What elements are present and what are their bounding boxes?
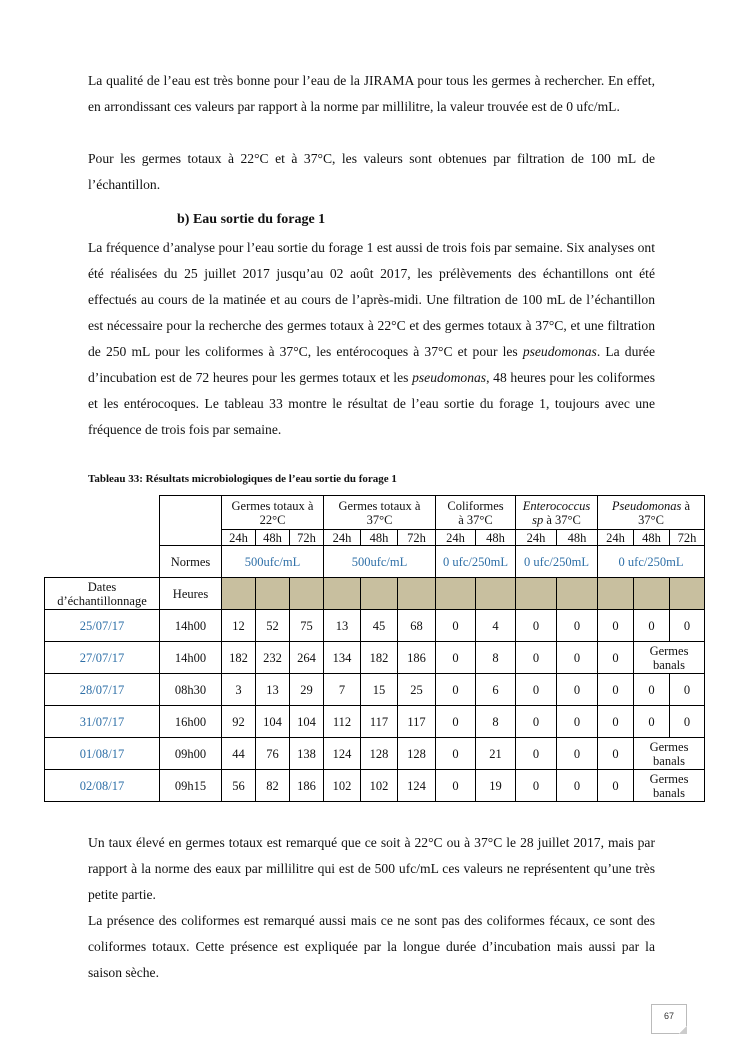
value-cell: 117 [361,706,398,738]
value-cell: 186 [398,642,436,674]
hour-cell: 14h00 [160,642,222,674]
hour-header: 72h [398,530,436,546]
value-cell: 15 [361,674,398,706]
value-cell: 0 [436,642,476,674]
table-row [45,674,705,706]
page-number: 67 [651,1004,687,1034]
value-cell: 128 [361,738,398,770]
value-cell: 0 [436,770,476,802]
value-cell: 0 [634,610,670,642]
col-header-heures: Heures [160,578,222,610]
value-cell: 44 [222,738,256,770]
table-row [45,738,705,770]
table-corner-blank [45,496,160,578]
value-cell: 92 [222,706,256,738]
shaded-cell [516,578,557,610]
value-cell: 82 [256,770,290,802]
germes-banals-cell: Germes banals [634,770,705,802]
shaded-cell [598,578,634,610]
shaded-cell [476,578,516,610]
hour-header: 48h [256,530,290,546]
value-cell: 0 [557,738,598,770]
date-cell: 31/07/17 [45,706,160,738]
shaded-cell [222,578,256,610]
intro-paragraph-1: La qualité de l’eau est très bonne pour l’eau de la JIRAMA pour tous les germes à rechercher. En effet, en arrondissant ces valeurs par rapport à la norme par millilitre, la valeur trouvée est de 0 ufc/mL. [88,73,655,114]
table-body [45,610,705,802]
table-row [45,770,705,802]
hour-header: 48h [476,530,516,546]
date-cell: 27/07/17 [45,642,160,674]
value-cell: 13 [324,610,361,642]
group-enterococcus: Enterococcus sp à 37°C [516,496,598,530]
hour-cell: 09h15 [160,770,222,802]
norme-coliformes: 0 ufc/250mL [436,546,516,578]
results-table [44,495,705,802]
hour-header: 48h [361,530,398,546]
shaded-cell [670,578,705,610]
hour-header: 72h [290,530,324,546]
hour-header: 72h [670,530,705,546]
hour-header: 24h [324,530,361,546]
value-cell: 21 [476,738,516,770]
hour-cell: 08h30 [160,674,222,706]
value-cell: 52 [256,610,290,642]
value-cell: 0 [598,642,634,674]
norme-pseudomonas: 0 ufc/250mL [598,546,705,578]
hour-cell: 09h00 [160,738,222,770]
shaded-cell [324,578,361,610]
group-germes-37: Germes totaux à 37°C [324,496,436,530]
value-cell: 0 [557,642,598,674]
value-cell: 124 [398,770,436,802]
value-cell: 0 [598,738,634,770]
value-cell: 0 [598,770,634,802]
value-cell: 264 [290,642,324,674]
value-cell: 0 [557,674,598,706]
table-row [45,642,705,674]
value-cell: 104 [290,706,324,738]
conclusion-paragraph-1: Un taux élevé en germes totaux est remarqué que ce soit à 22°C ou à 37°C le 28 juillet 2017, mais par rapport à la norme des eaux par millilitre qui est de 500 ufc/mL ces valeurs ne représentent qu’une très petite partie. [88,835,655,902]
norme-germes-37: 500ufc/mL [324,546,436,578]
value-cell: 0 [670,610,705,642]
hour-cell: 14h00 [160,610,222,642]
value-cell: 4 [476,610,516,642]
value-cell: 128 [398,738,436,770]
conclusion-paragraph-2: La présence des coliformes est remarqué aussi mais ce ne sont pas des coliformes fécaux, ce sont des coliformes totaux. Cette présence est expliquée par la longue durée d’incubation mais aussi par la saison sèche. [88,913,655,980]
value-cell: 75 [290,610,324,642]
value-cell: 8 [476,706,516,738]
shaded-cell [557,578,598,610]
value-cell: 0 [670,674,705,706]
value-cell: 19 [476,770,516,802]
hour-header: 48h [557,530,598,546]
section-paragraph: La fréquence d’analyse pour l’eau sortie du forage 1 est aussi de trois fois par semaine. Six analyses ont été réalisées du 25 juillet 2017 jusqu’au 02 août 2017, les prélèvements des échantillons ont été effectués au cours de la matinée et au cours de l’après-midi. Une filtration de 100 mL de l’échantillon est nécessaire pour la recherche des germes totaux à 22°C et des germes totaux à 37°C, et une filtration de 250 mL pour les coliformes à 37°C, les entérocoques à 37°C et pour les pseudomonas. La durée d’incubation est de 72 heures pour les germes totaux et les pseudomonas, 48 heures pour les coliformes et les entérocoques. Le tableau 33 montre le résultat de l’eau sortie du forage 1, toujours avec une fréquence de trois fois par semaine. [88,240,655,437]
shaded-cell [290,578,324,610]
value-cell: 13 [256,674,290,706]
value-cell: 0 [516,674,557,706]
hour-header: 24h [598,530,634,546]
shaded-cell [398,578,436,610]
shaded-cell [361,578,398,610]
value-cell: 134 [324,642,361,674]
date-cell: 02/08/17 [45,770,160,802]
value-cell: 102 [324,770,361,802]
value-cell: 138 [290,738,324,770]
group-germes-22: Germes totaux à 22°C [222,496,324,530]
value-cell: 0 [670,706,705,738]
norme-germes-22: 500ufc/mL [222,546,324,578]
hour-header: 24h [222,530,256,546]
value-cell: 56 [222,770,256,802]
section-heading: b) Eau sortie du forage 1 [177,212,326,227]
hour-cell: 16h00 [160,706,222,738]
value-cell: 182 [222,642,256,674]
value-cell: 0 [516,642,557,674]
value-cell: 0 [436,706,476,738]
date-cell: 28/07/17 [45,674,160,706]
value-cell: 0 [516,706,557,738]
value-cell: 0 [436,738,476,770]
hour-header: 24h [436,530,476,546]
shaded-cell [634,578,670,610]
value-cell: 0 [557,610,598,642]
value-cell: 182 [361,642,398,674]
value-cell: 6 [476,674,516,706]
value-cell: 112 [324,706,361,738]
group-coliformes: Coliformes à 37°C [436,496,516,530]
shaded-cell [256,578,290,610]
germes-banals-cell: Germes banals [634,738,705,770]
value-cell: 0 [598,706,634,738]
value-cell: 104 [256,706,290,738]
date-cell: 25/07/17 [45,610,160,642]
value-cell: 0 [598,674,634,706]
value-cell: 0 [634,706,670,738]
value-cell: 232 [256,642,290,674]
value-cell: 25 [398,674,436,706]
col-header-dates: Dates d’échantillonnage [45,578,160,610]
normes-label: Normes [160,546,222,578]
value-cell: 0 [436,674,476,706]
value-cell: 0 [634,674,670,706]
value-cell: 76 [256,738,290,770]
value-cell: 12 [222,610,256,642]
value-cell: 0 [516,738,557,770]
value-cell: 0 [557,706,598,738]
value-cell: 0 [598,610,634,642]
value-cell: 8 [476,642,516,674]
value-cell: 68 [398,610,436,642]
norme-enterococcus: 0 ufc/250mL [516,546,598,578]
value-cell: 0 [436,610,476,642]
table-caption: Tableau 33: Résultats microbiologiques de l’eau sortie du forage 1 [88,473,397,485]
value-cell: 29 [290,674,324,706]
shaded-cell [436,578,476,610]
group-pseudomonas: Pseudomonas à 37°C [598,496,705,530]
value-cell: 124 [324,738,361,770]
value-cell: 7 [324,674,361,706]
hour-header: 24h [516,530,557,546]
value-cell: 45 [361,610,398,642]
intro-paragraph-2: Pour les germes totaux à 22°C et à 37°C, les valeurs sont obtenues par filtration de 100 mL de l’échantillon. [88,151,655,192]
hour-header: 48h [634,530,670,546]
table-header-blank [160,496,222,546]
value-cell: 3 [222,674,256,706]
value-cell: 0 [557,770,598,802]
value-cell: 0 [516,610,557,642]
germes-banals-cell: Germes banals [634,642,705,674]
value-cell: 186 [290,770,324,802]
value-cell: 0 [516,770,557,802]
table-row [45,610,705,642]
value-cell: 117 [398,706,436,738]
table-row [45,706,705,738]
date-cell: 01/08/17 [45,738,160,770]
value-cell: 102 [361,770,398,802]
